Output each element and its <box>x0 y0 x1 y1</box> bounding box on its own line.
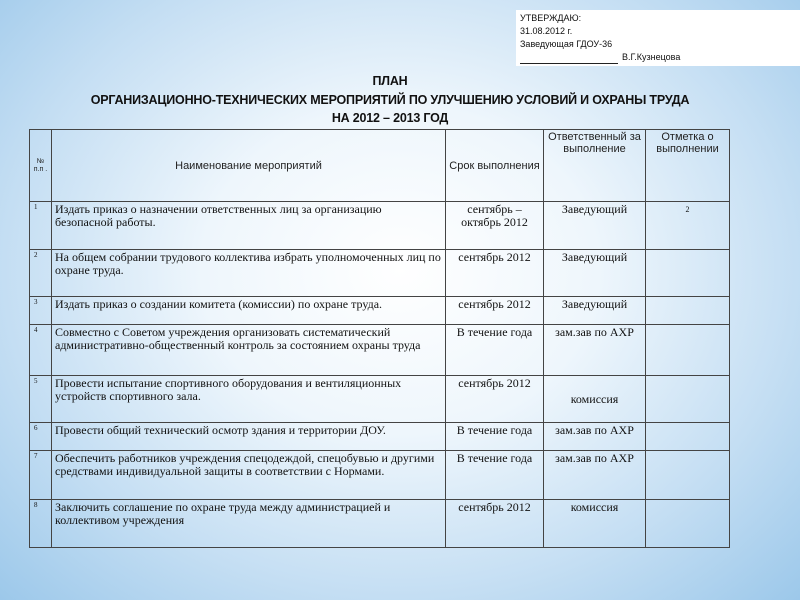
table-row <box>30 451 730 500</box>
row-mark <box>646 451 730 500</box>
row-term: сентябрь 2012 <box>446 297 544 325</box>
header-name: Наименование мероприятий <box>52 130 446 202</box>
row-term: В течение года <box>446 423 544 451</box>
row-mark <box>646 250 730 297</box>
row-mark <box>646 297 730 325</box>
signature-line <box>520 63 618 64</box>
approval-position: Заведующая ГДОУ-36 <box>520 39 613 49</box>
header-mark: Отметка о выполнении <box>646 130 730 202</box>
row-num: 2 <box>30 250 52 297</box>
row-responsible: зам.зав по АХР <box>544 423 646 451</box>
row-responsible: комиссия <box>544 500 646 548</box>
row-name: Совместно с Советом учреждения организовать систематический административно-общественный контроль за состоянием охраны труда <box>52 325 446 376</box>
row-name: Издать приказ о назначении ответственных лиц за организацию безопасной работы. <box>52 202 446 250</box>
table-row <box>30 250 730 297</box>
row-num: 6 <box>30 423 52 451</box>
row-name: Провести испытание спортивного оборудования и вентиляционных устройств спортивного зала. <box>52 376 446 423</box>
row-mark <box>646 376 730 423</box>
row-num: 7 <box>30 451 52 500</box>
row-name: Заключить соглашение по охране труда между администрацией и коллективом учреждения <box>52 500 446 548</box>
header-term: Срок выполнения <box>446 130 544 202</box>
row-term: В течение года <box>446 451 544 500</box>
row-num: 4 <box>30 325 52 376</box>
row-term: сентябрь – октябрь 2012 <box>446 202 544 250</box>
table-header-row <box>30 130 730 202</box>
row-name: Издать приказ о создании комитета (комиссии) по охране труда. <box>52 297 446 325</box>
row-mark <box>646 325 730 376</box>
approval-block <box>516 10 800 66</box>
row-num: 3 <box>30 297 52 325</box>
title-line-1: ПЛАН <box>372 74 408 88</box>
row-responsible: комиссия <box>544 376 646 423</box>
plan-table <box>29 129 730 548</box>
table-row <box>30 202 730 250</box>
header-responsible: Ответственный за выполнение <box>544 130 646 202</box>
signature-name: В.Г.Кузнецова <box>622 52 681 62</box>
row-name: Провести общий технический осмотр здания и территории ДОУ. <box>52 423 446 451</box>
row-name: На общем собрании трудового коллектива избрать уполномоченных лиц по охране труда. <box>52 250 446 297</box>
table-row <box>30 423 730 451</box>
row-term: сентябрь 2012 <box>446 500 544 548</box>
row-term: В течение года <box>446 325 544 376</box>
table-row <box>30 297 730 325</box>
table-row <box>30 376 730 423</box>
title-line-2: ОРГАНИЗАЦИОННО-ТЕХНИЧЕСКИХ МЕРОПРИЯТИЙ ПО УЛУЧШЕНИЮ УСЛОВИЙ И ОХРАНЫ ТРУДА <box>90 93 690 107</box>
approval-heading: УТВЕРЖДАЮ: <box>520 13 582 23</box>
row-responsible: Заведующий <box>544 250 646 297</box>
row-responsible: Заведующий <box>544 202 646 250</box>
row-mark <box>646 423 730 451</box>
approval-signature <box>520 51 800 64</box>
row-mark <box>646 500 730 548</box>
table-row <box>30 325 730 376</box>
table-row <box>30 500 730 548</box>
row-responsible: зам.зав по АХР <box>544 451 646 500</box>
approval-date: 31.08.2012 г. <box>520 26 573 36</box>
row-responsible: Заведующий <box>544 297 646 325</box>
row-num: 1 <box>30 202 52 250</box>
row-mark: 2 <box>646 202 730 250</box>
header-num: № п.п . <box>30 130 52 202</box>
row-term: сентябрь 2012 <box>446 376 544 423</box>
row-num: 5 <box>30 376 52 423</box>
row-responsible: зам.зав по АХР <box>544 325 646 376</box>
row-term: сентябрь 2012 <box>446 250 544 297</box>
row-num: 8 <box>30 500 52 548</box>
row-name: Обеспечить работников учреждения спецодеждой, спецобувью и другими средствами индивидуальной защиты в соответствии с Нормами. <box>52 451 446 500</box>
title-line-3: НА 2012 – 2013 ГОД <box>331 111 449 125</box>
